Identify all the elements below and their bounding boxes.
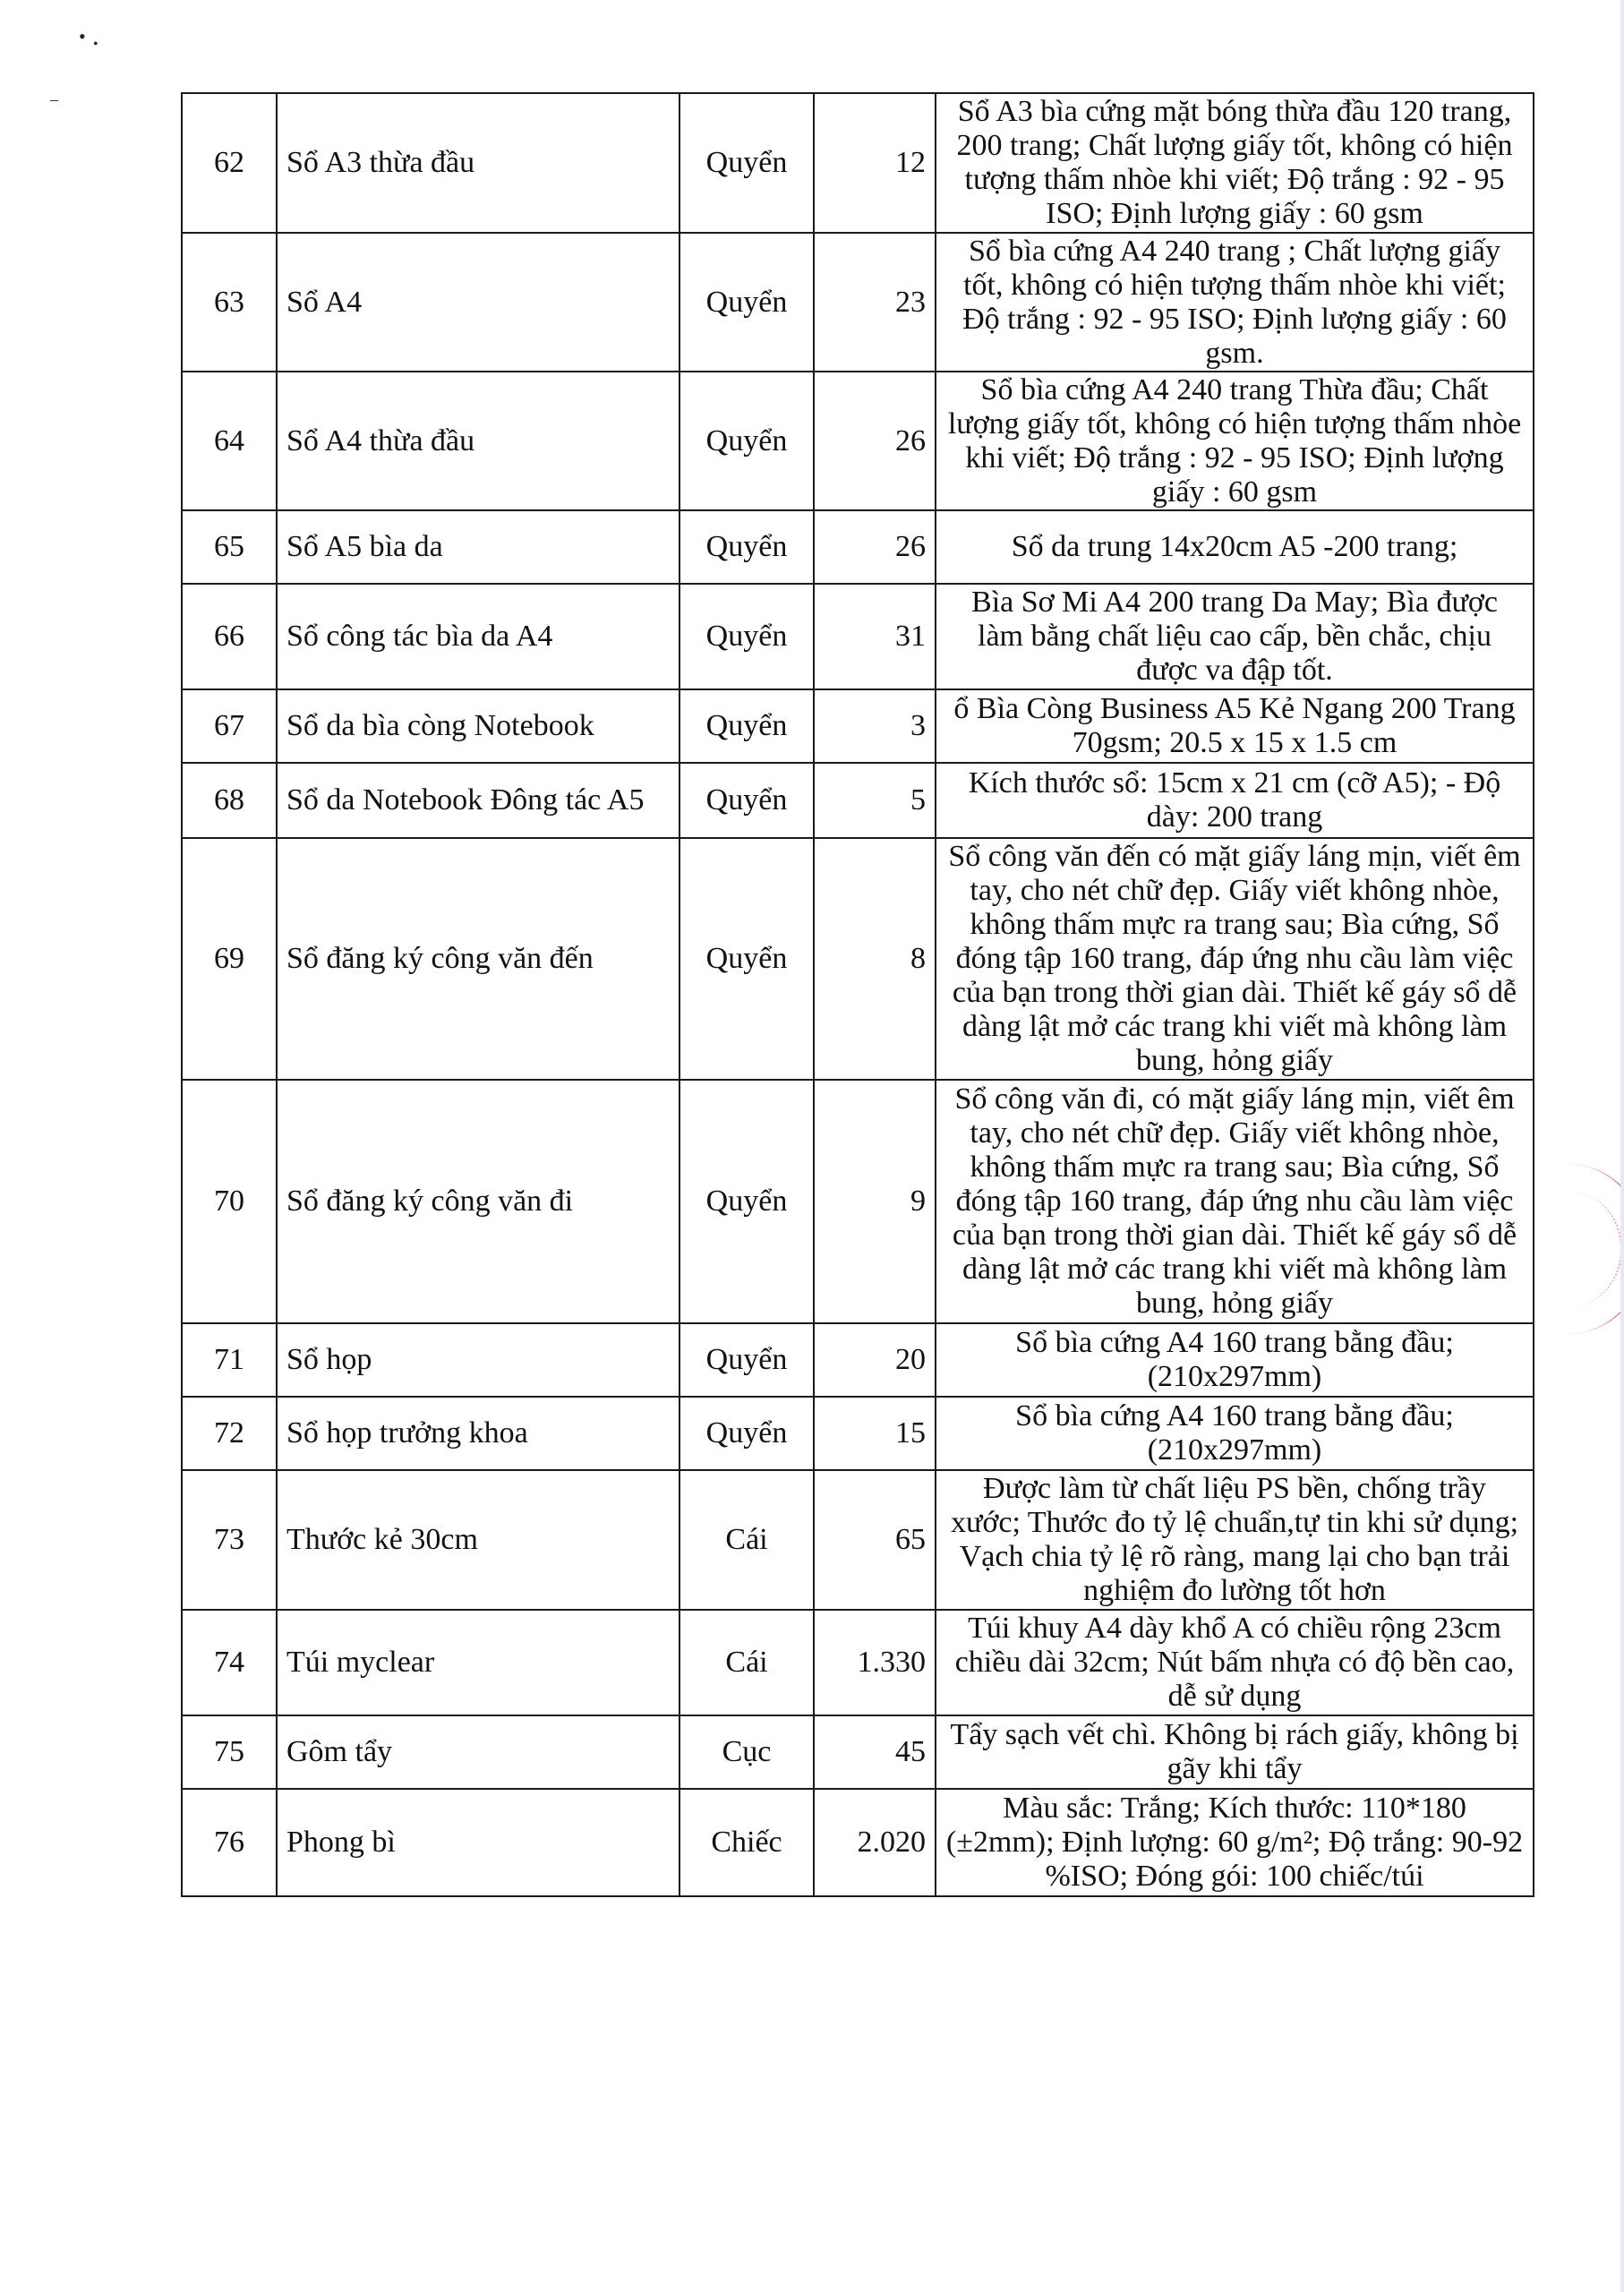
- item-unit: Quyển: [680, 1397, 814, 1470]
- item-specification: Màu sắc: Trắng; Kích thước: 110*180 (±2mm); Định lượng: 60 g/m²; Độ trắng: 90-92 %ISO; Đóng gói: 100 chiếc/túi: [936, 1789, 1534, 1896]
- table-row: [182, 510, 1534, 584]
- item-unit: Quyển: [680, 584, 814, 689]
- item-quantity: 1.330: [814, 1610, 936, 1715]
- item-quantity: 8: [814, 838, 936, 1080]
- row-number: 76: [182, 1789, 277, 1896]
- item-unit: Quyển: [680, 838, 814, 1080]
- row-number: 72: [182, 1397, 277, 1470]
- item-quantity: 5: [814, 763, 936, 838]
- items-table: [181, 92, 1534, 1897]
- item-specification: Kích thước sổ: 15cm x 21 cm (cỡ A5); - Độ dày: 200 trang: [936, 763, 1534, 838]
- item-name: Sổ họp: [277, 1323, 680, 1397]
- item-name: Túi myclear: [277, 1610, 680, 1715]
- item-unit: Quyển: [680, 510, 814, 584]
- item-name: Sổ họp trưởng khoa: [277, 1397, 680, 1470]
- item-unit: Chiếc: [680, 1789, 814, 1896]
- item-name: Thước kẻ 30cm: [277, 1470, 680, 1610]
- item-quantity: 9: [814, 1080, 936, 1323]
- item-name: Sổ đăng ký công văn đến: [277, 838, 680, 1080]
- table-row: [182, 1080, 1534, 1323]
- table-row: [182, 1789, 1534, 1896]
- item-name: Sổ công tác bìa da A4: [277, 584, 680, 689]
- item-name: Sổ A3 thừa đầu: [277, 93, 680, 233]
- item-unit: Quyển: [680, 1080, 814, 1323]
- item-name: Sổ da Notebook Đông tác A5: [277, 763, 680, 838]
- row-number: 63: [182, 233, 277, 372]
- item-quantity: 31: [814, 584, 936, 689]
- item-specification: Tẩy sạch vết chì. Không bị rách giấy, không bị gãy khi tẩy: [936, 1715, 1534, 1789]
- row-number: 67: [182, 689, 277, 763]
- item-name: Gôm tẩy: [277, 1715, 680, 1789]
- item-unit: Quyển: [680, 233, 814, 372]
- table-row: [182, 584, 1534, 689]
- table-row: [182, 1610, 1534, 1715]
- item-unit: Cái: [680, 1470, 814, 1610]
- table-row: [182, 233, 1534, 372]
- item-name: Sổ da bìa còng Notebook: [277, 689, 680, 763]
- item-unit: Quyển: [680, 372, 814, 510]
- item-quantity: 26: [814, 372, 936, 510]
- item-specification: Sổ bìa cứng A4 160 trang bằng đầu; (210x297mm): [936, 1397, 1534, 1470]
- item-specification: Sổ A3 bìa cứng mặt bóng thừa đầu 120 trang, 200 trang; Chất lượng giấy tốt, không có hiện tượng thấm nhòe khi viết; Độ trắng : 92 - 95 ISO; Định lượng giấy : 60 gsm: [936, 93, 1534, 233]
- item-quantity: 45: [814, 1715, 936, 1789]
- table-row: [182, 1470, 1534, 1610]
- row-number: 65: [182, 510, 277, 584]
- item-quantity: 12: [814, 93, 936, 233]
- item-specification: Bìa Sơ Mi A4 200 trang Da May; Bìa được làm bằng chất liệu cao cấp, bền chắc, chịu được va đập tốt.: [936, 584, 1534, 689]
- table-row: [182, 93, 1534, 233]
- item-specification: Sổ bìa cứng A4 160 trang bằng đầu; (210x297mm): [936, 1323, 1534, 1397]
- item-name: Sổ A4: [277, 233, 680, 372]
- table-row: [182, 1323, 1534, 1397]
- scan-border: [1620, 0, 1624, 2292]
- table-row: [182, 372, 1534, 510]
- row-number: 62: [182, 93, 277, 233]
- table-row: [182, 838, 1534, 1080]
- row-number: 66: [182, 584, 277, 689]
- item-specification: Được làm từ chất liệu PS bền, chống trầy xước; Thước đo tỷ lệ chuẩn,tự tin khi sử dụng; Vạch chia tỷ lệ rõ ràng, mang lại cho bạn trải nghiệm đo lường tốt hơn: [936, 1470, 1534, 1610]
- row-number: 69: [182, 838, 277, 1080]
- item-quantity: 23: [814, 233, 936, 372]
- scan-speck: •: [93, 37, 98, 52]
- item-quantity: 65: [814, 1470, 936, 1610]
- item-unit: Cái: [680, 1610, 814, 1715]
- table-row: [182, 689, 1534, 763]
- table-row: [182, 1397, 1534, 1470]
- item-specification: Sổ bìa cứng A4 240 trang ; Chất lượng giấy tốt, không có hiện tượng thấm nhòe khi viết; Độ trắng : 92 - 95 ISO; Định lượng giấy : 60 gsm.: [936, 233, 1534, 372]
- row-number: 74: [182, 1610, 277, 1715]
- item-unit: Quyển: [680, 93, 814, 233]
- item-quantity: 15: [814, 1397, 936, 1470]
- item-name: Sổ A5 bìa da: [277, 510, 680, 584]
- item-unit: Quyển: [680, 763, 814, 838]
- item-specification: Sổ da trung 14x20cm A5 -200 trang;: [936, 510, 1534, 584]
- item-unit: Cục: [680, 1715, 814, 1789]
- row-number: 70: [182, 1080, 277, 1323]
- item-specification: Sổ công văn đi, có mặt giấy láng mịn, viết êm tay, cho nét chữ đẹp. Giấy viết không nhòe, không thấm mực ra trang sau; Bìa cứng, Sổ đóng tập 160 trang, đáp ứng nhu cầu làm việc của bạn trong thời gian dài. Thiết kế gáy sổ dễ dàng lật mở các trang khi viết mà không làm bung, hỏng giấy: [936, 1080, 1534, 1323]
- row-number: 73: [182, 1470, 277, 1610]
- row-number: 64: [182, 372, 277, 510]
- item-specification: Túi khuy A4 dày khổ A có chiều rộng 23cm chiều dài 32cm; Nút bấm nhựa có độ bền cao, dễ sử dụng: [936, 1610, 1534, 1715]
- item-quantity: 3: [814, 689, 936, 763]
- row-number: 75: [182, 1715, 277, 1789]
- item-name: Sổ A4 thừa đầu: [277, 372, 680, 510]
- item-specification: Sổ công văn đến có mặt giấy láng mịn, viết êm tay, cho nét chữ đẹp. Giấy viết không nhòe, không thấm mực ra trang sau; Bìa cứng, Sổ đóng tập 160 trang, đáp ứng nhu cầu làm việc của bạn trong thời gian dài. Thiết kế gáy sổ dễ dàng lật mở các trang khi viết mà không làm bung, hỏng giấy: [936, 838, 1534, 1080]
- item-quantity: 20: [814, 1323, 936, 1397]
- item-unit: Quyển: [680, 1323, 814, 1397]
- scan-speck: •: [79, 25, 86, 47]
- table-row: [182, 763, 1534, 838]
- item-specification: Sổ bìa cứng A4 240 trang Thừa đầu; Chất lượng giấy tốt, không có hiện tượng thấm nhòe khi viết; Độ trắng : 92 - 95 ISO; Định lượng giấy : 60 gsm: [936, 372, 1534, 510]
- item-name: Phong bì: [277, 1789, 680, 1896]
- scan-speck: –: [50, 90, 58, 108]
- item-specification: ổ Bìa Còng Business A5 Kẻ Ngang 200 Trang 70gsm; 20.5 x 15 x 1.5 cm: [936, 689, 1534, 763]
- row-number: 71: [182, 1323, 277, 1397]
- item-unit: Quyển: [680, 689, 814, 763]
- row-number: 68: [182, 763, 277, 838]
- item-name: Sổ đăng ký công văn đi: [277, 1080, 680, 1323]
- table-row: [182, 1715, 1534, 1789]
- item-quantity: 26: [814, 510, 936, 584]
- item-quantity: 2.020: [814, 1789, 936, 1896]
